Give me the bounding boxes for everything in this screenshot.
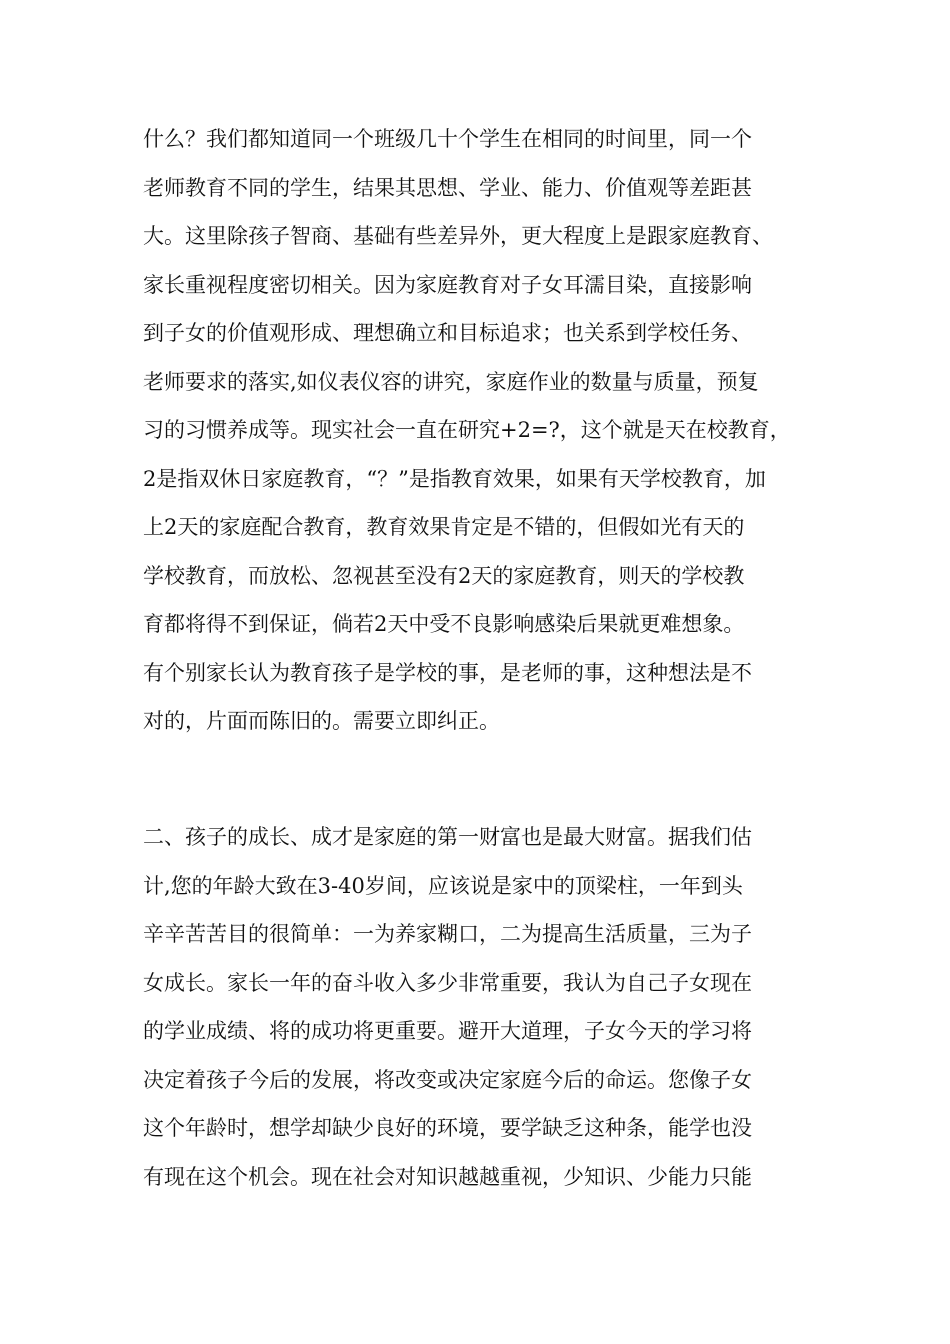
text-line: 老师教育不同的学生，结果其思想、学业、能力、价值观等差距甚 (143, 175, 752, 200)
text-line: 2是指双休日家庭教育，“？”是指教育效果，如果有天学校教育，加 (143, 466, 766, 491)
text-line: 上2天的家庭配合教育，教育效果肯定是不错的，但假如光有天的 (143, 515, 745, 539)
text-line: 二、孩子的成长、成才是家庭的第一财富也是最大财富。据我们估 (143, 825, 752, 849)
text-line: 老师要求的落实,如仪表仪容的讲究，家庭作业的数量与质量，预复 (143, 369, 759, 394)
text-line: 到子女的价值观形成、理想确立和目标追求；也关系到学校任务、 (143, 321, 752, 345)
text-line: 女成长。家长一年的奋斗收入多少非常重要，我认为自己子女现在 (143, 970, 752, 995)
text-line: 这个年龄时，想学却缺少良好的环境，要学缺乏这种条，能学也没 (143, 1116, 752, 1140)
text-line: 习的习惯养成等。现实社会一直在研究+2=?，这个就是天在校教育， (143, 418, 791, 442)
text-line: 育都将得不到保证，倘若2天中受不良影响感染后果就更难想象。 (143, 612, 745, 636)
text-line: 计,您的年龄大致在3-40岁间，应该说是家中的顶梁柱，一年到头 (143, 873, 743, 898)
text-line: 什么？我们都知道同一个班级几十个学生在相同的时间里，同一个 (143, 127, 752, 151)
text-line: 对的，片面而陈旧的。需要立即纠正。 (143, 709, 500, 733)
text-line: 家长重视程度密切相关。因为家庭教育对子女耳濡目染，直接影响 (143, 272, 752, 297)
text-line: 辛辛苦苦目的很简单：一为养家糊口，二为提高生活质量，三为子 (143, 922, 752, 946)
text-line: 的学业成绩、将的成功将更重要。避开大道理，子女今天的学习将 (143, 1019, 752, 1043)
text-line: 有个别家长认为教育孩子是学校的事，是老师的事，这种想法是不 (143, 660, 752, 685)
text-line: 大。这里除孩子智商、基础有些差异外，更大程度上是跟家庭教育、 (143, 224, 773, 248)
text-line: 有现在这个机会。现在社会对知识越越重视，少知识、少能力只能 (143, 1164, 752, 1189)
text-line: 决定着孩子今后的发展，将改变或决定家庭今后的命运。您像子女 (143, 1067, 752, 1092)
text-line: 学校教育，而放松、忽视甚至没有2天的家庭教育，则天的学校教 (143, 563, 745, 588)
